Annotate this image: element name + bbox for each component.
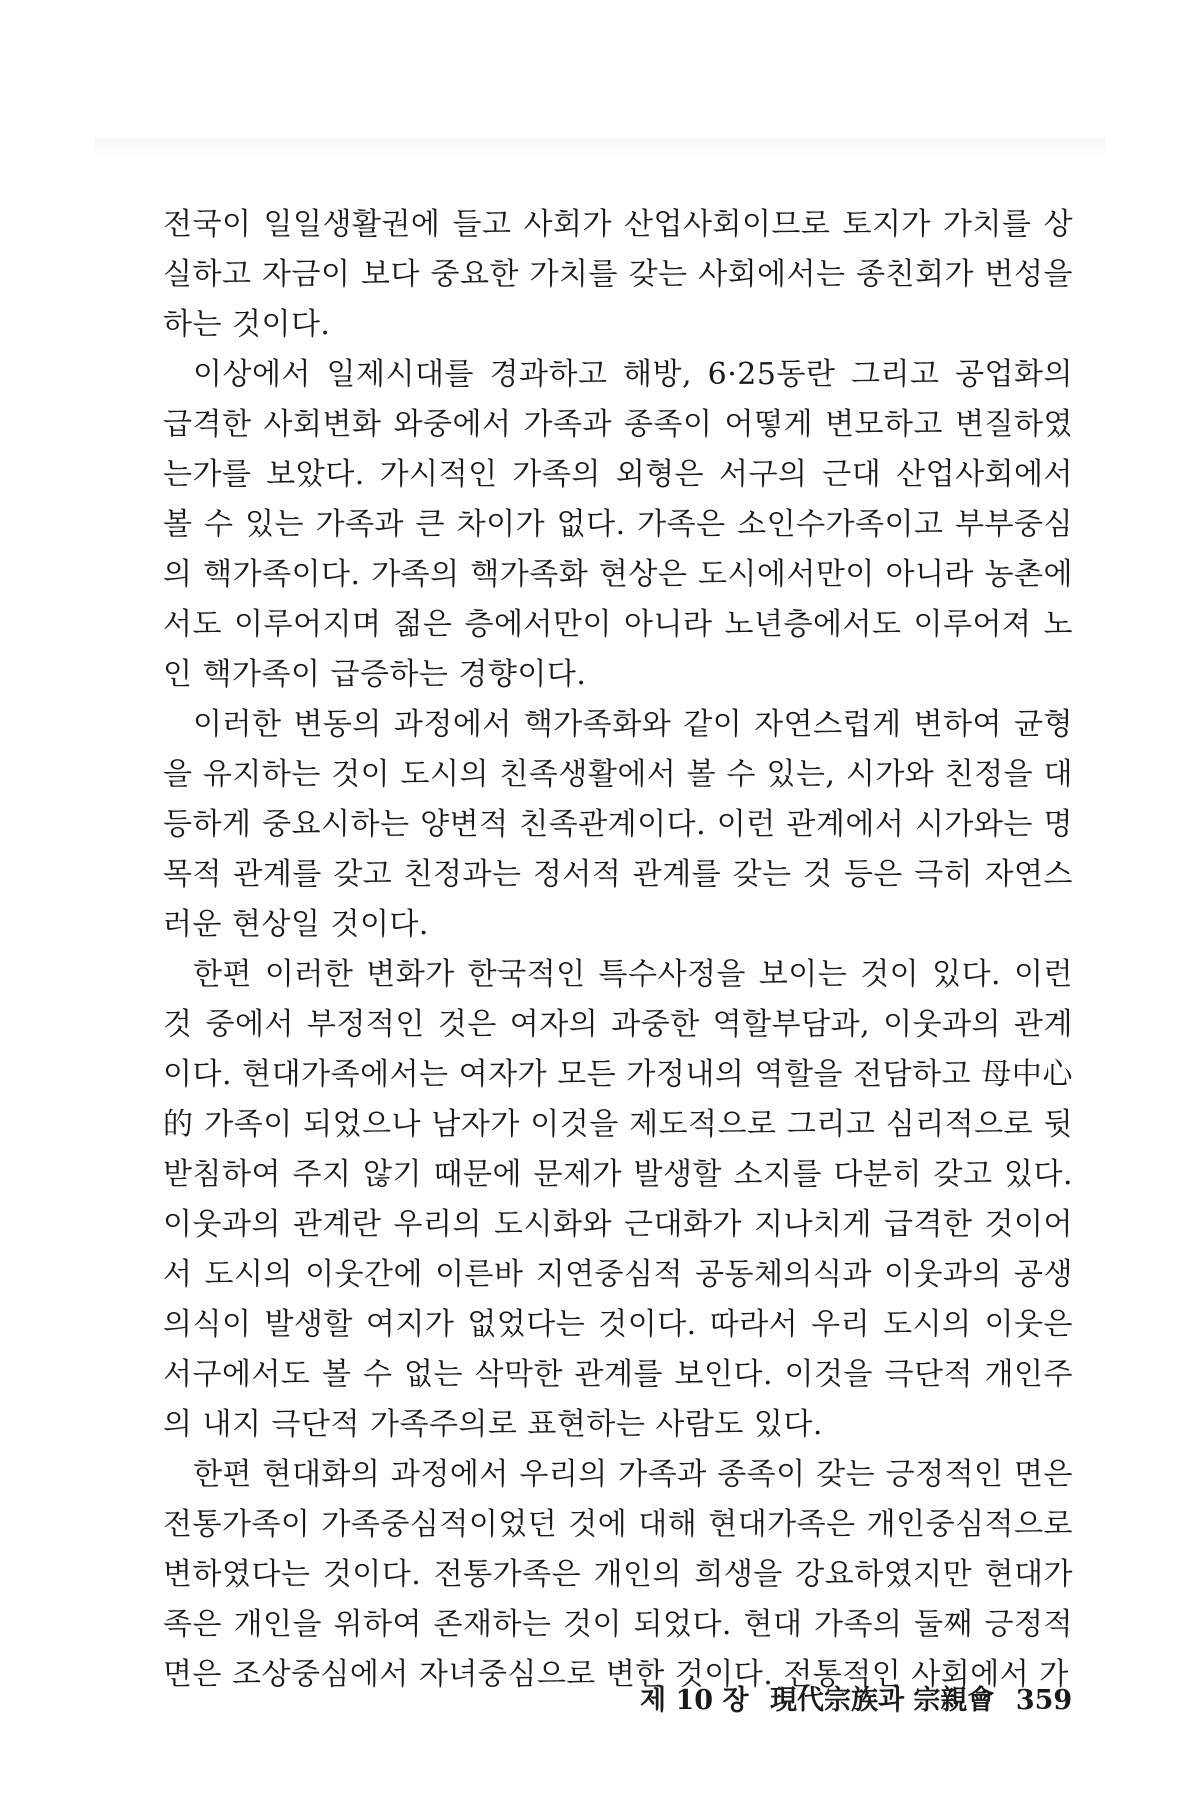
chapter-title: 現代宗族과 宗親會 xyxy=(769,1685,995,1716)
paragraph-1: 전국이 일일생활권에 들고 사회가 산업사회이므로 토지가 가치를 상실하고 자금이 보다 중요한 가치를 갖는 사회에서는 종친회가 번성을 하는 것이다. xyxy=(163,207,1073,342)
scan-shadow-band xyxy=(95,138,1105,156)
body-text xyxy=(163,200,1073,1700)
page-number: 359 xyxy=(1015,1685,1073,1716)
paragraph-5: 한편 현대화의 과정에서 우리의 가족과 종족이 갖는 긍정적인 면은 전통가족이 가족중심적이었던 것에 대해 현대가족은 개인중심적으로 변하였다는 것이다. 전통가족은 개인의 희생을 강요하였지만 현대가족은 개인을 위하여 존재하는 것이 되었다. 현대 가족의 둘째 긍정적 면은 조상중심에서 자녀중심으로 변한 것이다. 전통적인 사회에서 가 xyxy=(163,1457,1073,1692)
paragraph-2: 이상에서 일제시대를 경과하고 해방, 6·25동란 그리고 공업화의 급격한 사회변화 와중에서 가족과 종족이 어떻게 변모하고 변질하였는가를 보았다. 가시적인 가족의 외형은 서구의 근대 산업사회에서 볼 수 있는 가족과 큰 차이가 없다. 가족은 소인수가족이고 부부중심의 핵가족이다. 가족의 핵가족화 현상은 도시에서만이 아니라 농촌에서도 이루어지며 젊은 층에서만이 아니라 노년층에서도 이루어져 노인 핵가족이 급증하는 경향이다. xyxy=(163,357,1073,692)
paragraph-3: 이러한 변동의 과정에서 핵가족화와 같이 자연스럽게 변하여 균형을 유지하는 것이 도시의 친족생활에서 볼 수 있는, 시가와 친정을 대등하게 중요시하는 양변적 친족관계이다. 이런 관계에서 시가와는 명목적 관계를 갖고 친정과는 정서적 관계를 갖는 것 등은 극히 자연스러운 현상일 것이다. xyxy=(163,707,1073,942)
paragraph-4: 한편 이러한 변화가 한국적인 특수사정을 보이는 것이 있다. 이런 것 중에서 부정적인 것은 여자의 과중한 역할부담과, 이웃과의 관계이다. 현대가족에서는 여자가 모든 가정내의 역할을 전담하고 母中心的 가족이 되었으나 남자가 이것을 제도적으로 그리고 심리적으로 뒷받침하여 주지 않기 때문에 문제가 발생할 소지를 다분히 갖고 있다. 이웃과의 관계란 우리의 도시화와 근대화가 지나치게 급격한 것이어서 도시의 이웃간에 이른바 지연중심적 공동체의식과 이웃과의 공생의식이 발생할 여지가 없었다는 것이다. 따라서 우리 도시의 이웃은 서구에서도 볼 수 없는 삭막한 관계를 보인다. 이것을 극단적 개인주의 내지 극단적 가족주의로 표현하는 사람도 있다. xyxy=(163,957,1073,1442)
page-footer xyxy=(640,1678,1080,1717)
chapter-label: 제 10 장 xyxy=(640,1685,749,1716)
